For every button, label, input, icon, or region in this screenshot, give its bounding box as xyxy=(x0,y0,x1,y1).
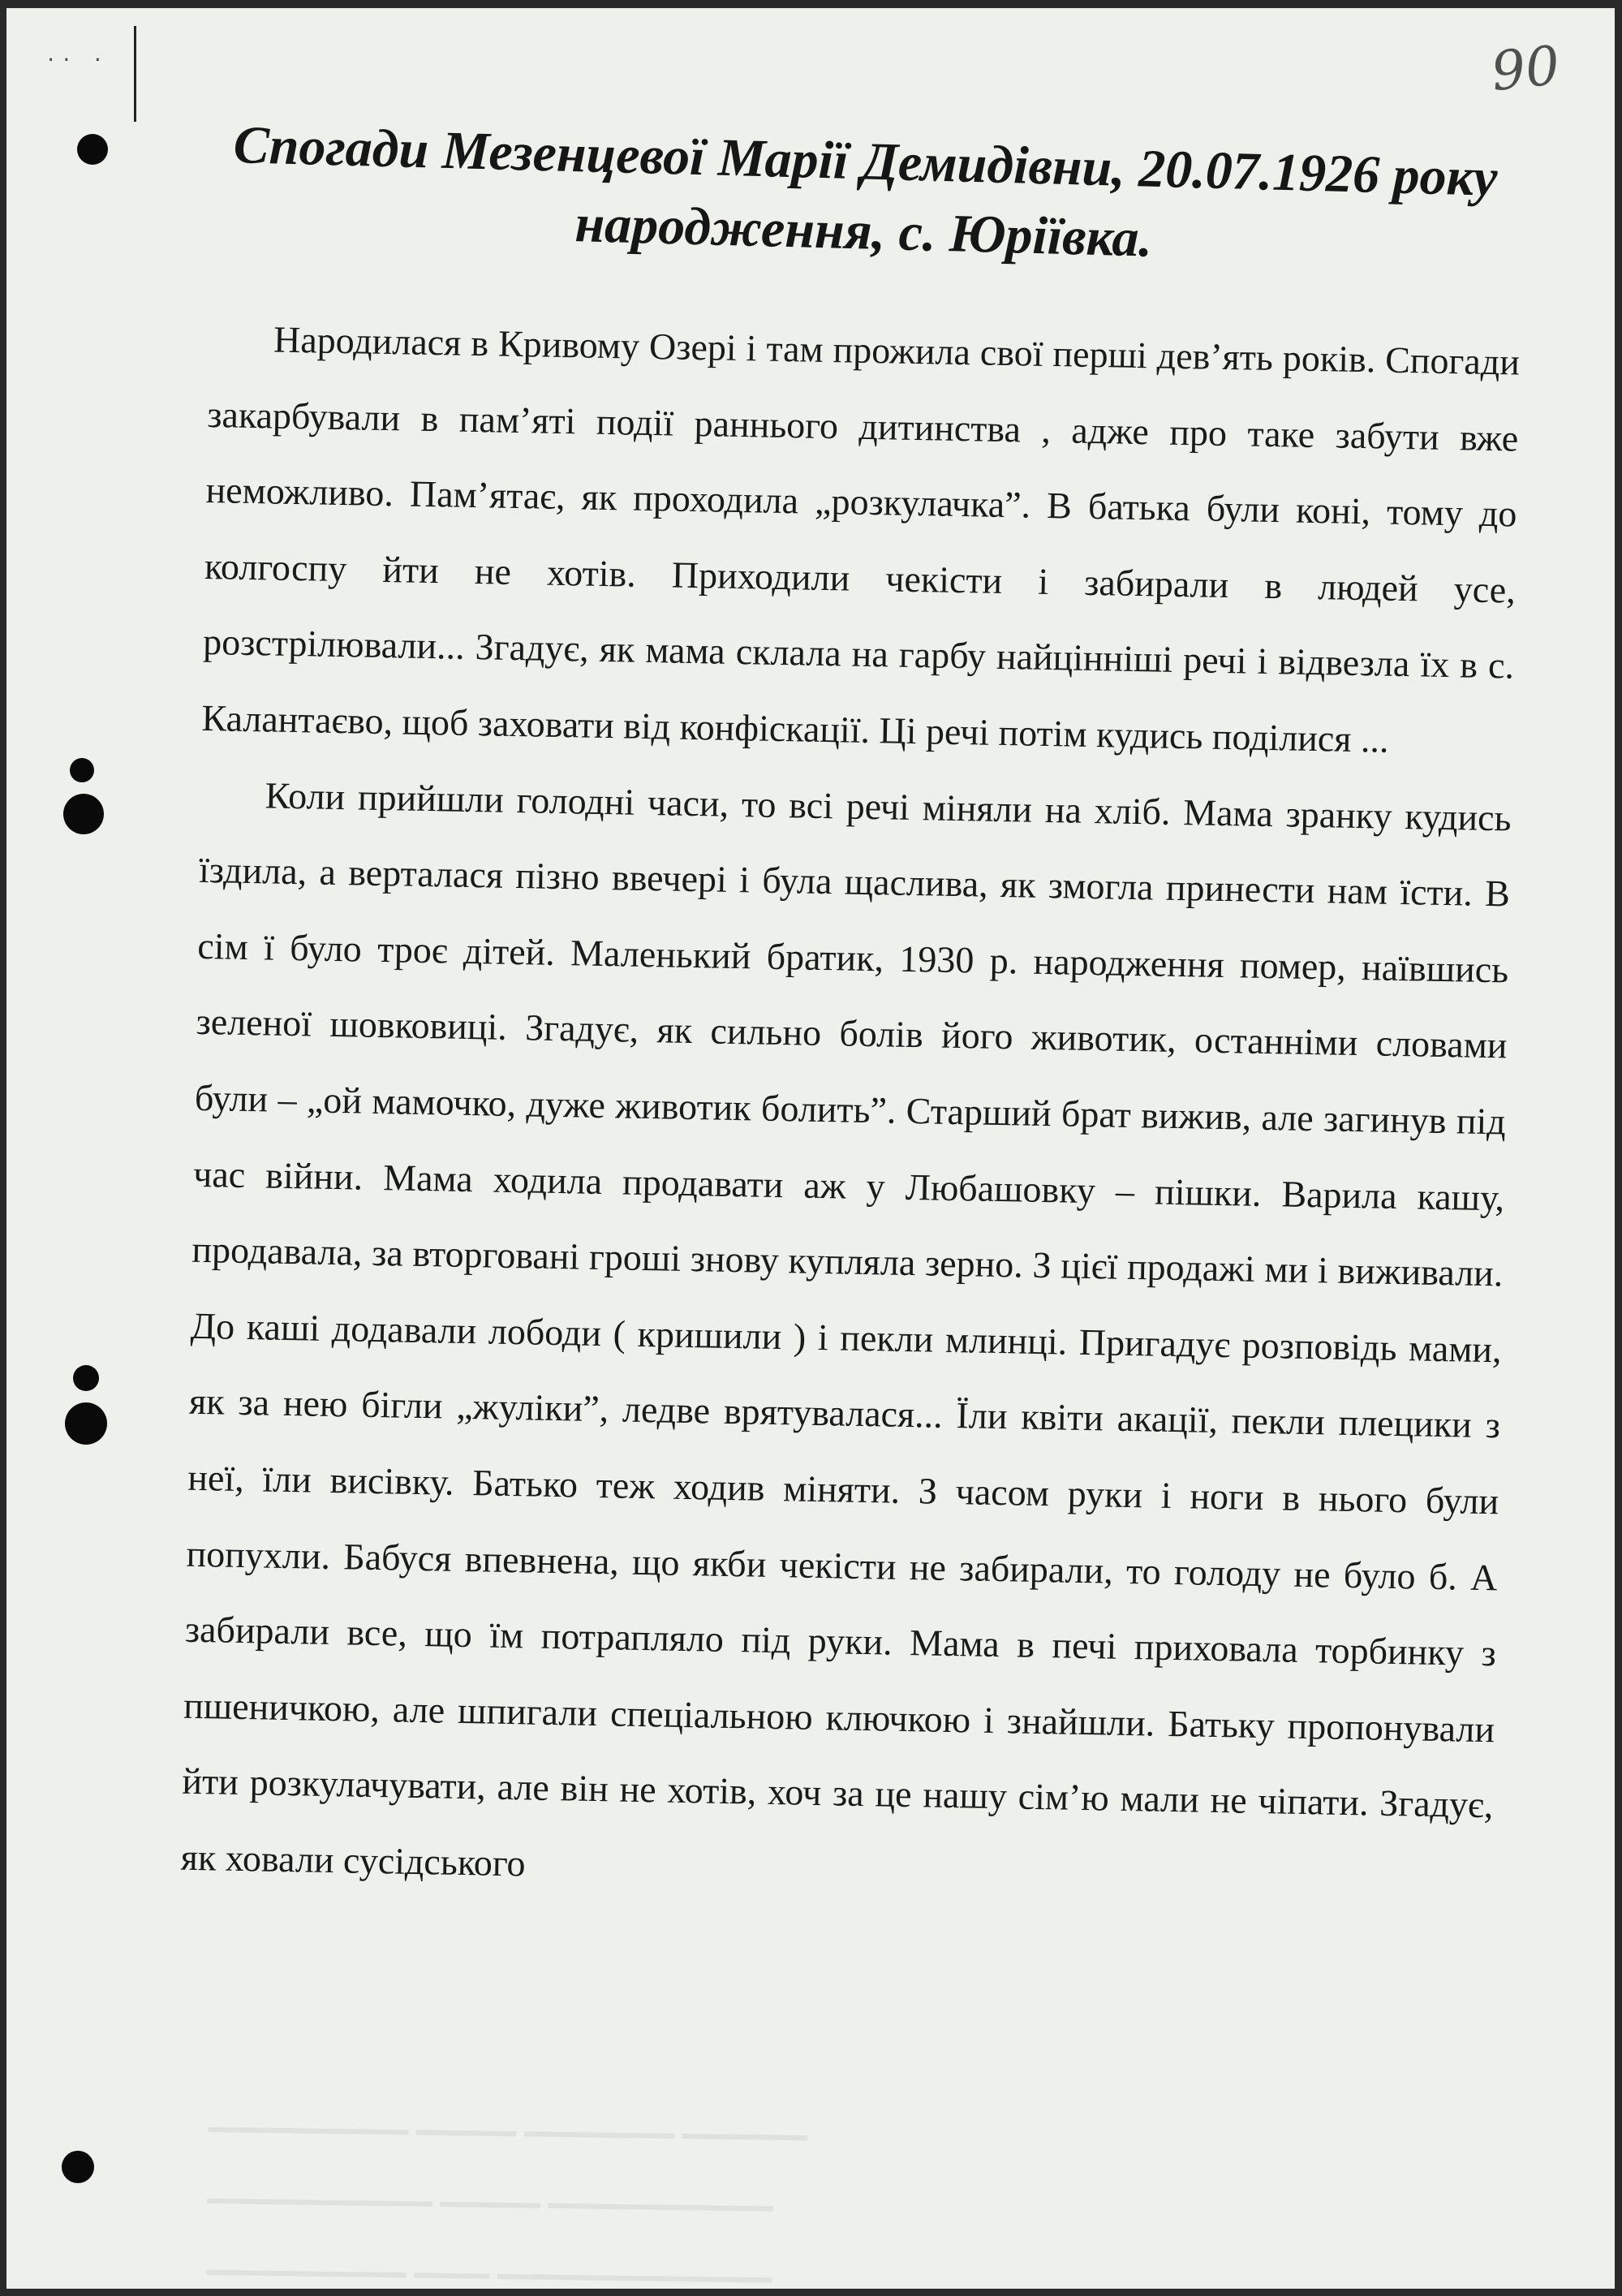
scan-mark-dots: ·· · xyxy=(45,50,108,71)
title-line-2: народження, с. Юріївка. xyxy=(574,194,1153,269)
punch-hole-2 xyxy=(70,758,94,782)
punch-hole-3 xyxy=(63,794,104,834)
punch-hole-1 xyxy=(77,134,108,165)
title-line-1: Спогади Мезенцевої Марії Демидівни, 20.07.1926 року xyxy=(232,115,1499,208)
document-body xyxy=(180,300,1521,1919)
bleed-through-text: ▁▁▁▁▁▁▁▁ ▁▁▁▁ ▁▁▁▁▁▁ ▁▁▁▁▁ ▁▁▁▁▁▁▁▁▁ ▁▁▁▁ ▁▁▁▁▁▁▁▁▁ ▁▁▁▁▁▁▁▁ ▁▁▁ ▁▁▁▁▁▁▁▁▁▁▁ xyxy=(206,2094,808,2282)
document-title xyxy=(197,110,1531,284)
punch-hole-6 xyxy=(62,2151,94,2183)
paragraph-1: Народилася в Кривому Озері і там прожила свої перші дев’ять років. Спогади закарбували в пам’яті події раннього дитинства , адже про таке забути вже неможливо. Пам’ятає, як проходила „розкулачка”. В батька були коні, тому до колгоспу йти не хотів. Приходили чекісти і забирали в людей усе, розстрілювали... Згадує, як мама склала на гарбу найцінніші речі і відвезла їх в с. Калантаєво, щоб заховати від конфіскації. Ці речі потім кудись поділися ... xyxy=(201,318,1521,760)
punch-hole-5 xyxy=(65,1402,107,1445)
page-number: 90 xyxy=(1488,33,1563,104)
punch-hole-4 xyxy=(73,1365,99,1391)
paragraph-2: Коли прийшли голодні часи, то всі речі міняли на хліб. Мама зранку кудись їздила, а верталася пізно ввечері і була щаслива, як змогла принести нам їсти. В сім ї було троє дітей. Маленький братик, 1930 р. народження помер, наївшись зеленої шовковиці. Згадує, як сильно болів його животик, останніми словами були – „ой мамочко, дуже животик болить”. Старший брат вижив, але загинув під час війни. Мама ходила продавати аж у Любашовку – пішки. Варила кашу, продавала, за вторговані гроші знову купляла зерно. З цієї продажі ми і виживали. До каші додавали лободи ( кришили ) і пекли млинці. Пригадує розповідь мами, як за нею бігли „жуліки”, ледве врятувалася... Їли квіти акації, пекли плецики з неї, їли висівку. Батько теж ходив міняти. З часом руки і ноги в нього були попухли. Бабуся впевнена, що якби чекісти не забирали, то голоду не було б. А забирали все, що їм потрапляло під руки. Мама в печі приховала торбинку з пшеничкою, але шпигали спеціальною ключкою і знайшли. Батьку пропонували йти розкулачувати, але він не хотів, хоч за це нашу сім’ю мали не чіпати. Згадує, як ховали сусідського xyxy=(180,773,1512,1885)
document-page xyxy=(6,8,1615,2289)
scan-mark-line xyxy=(134,26,136,122)
